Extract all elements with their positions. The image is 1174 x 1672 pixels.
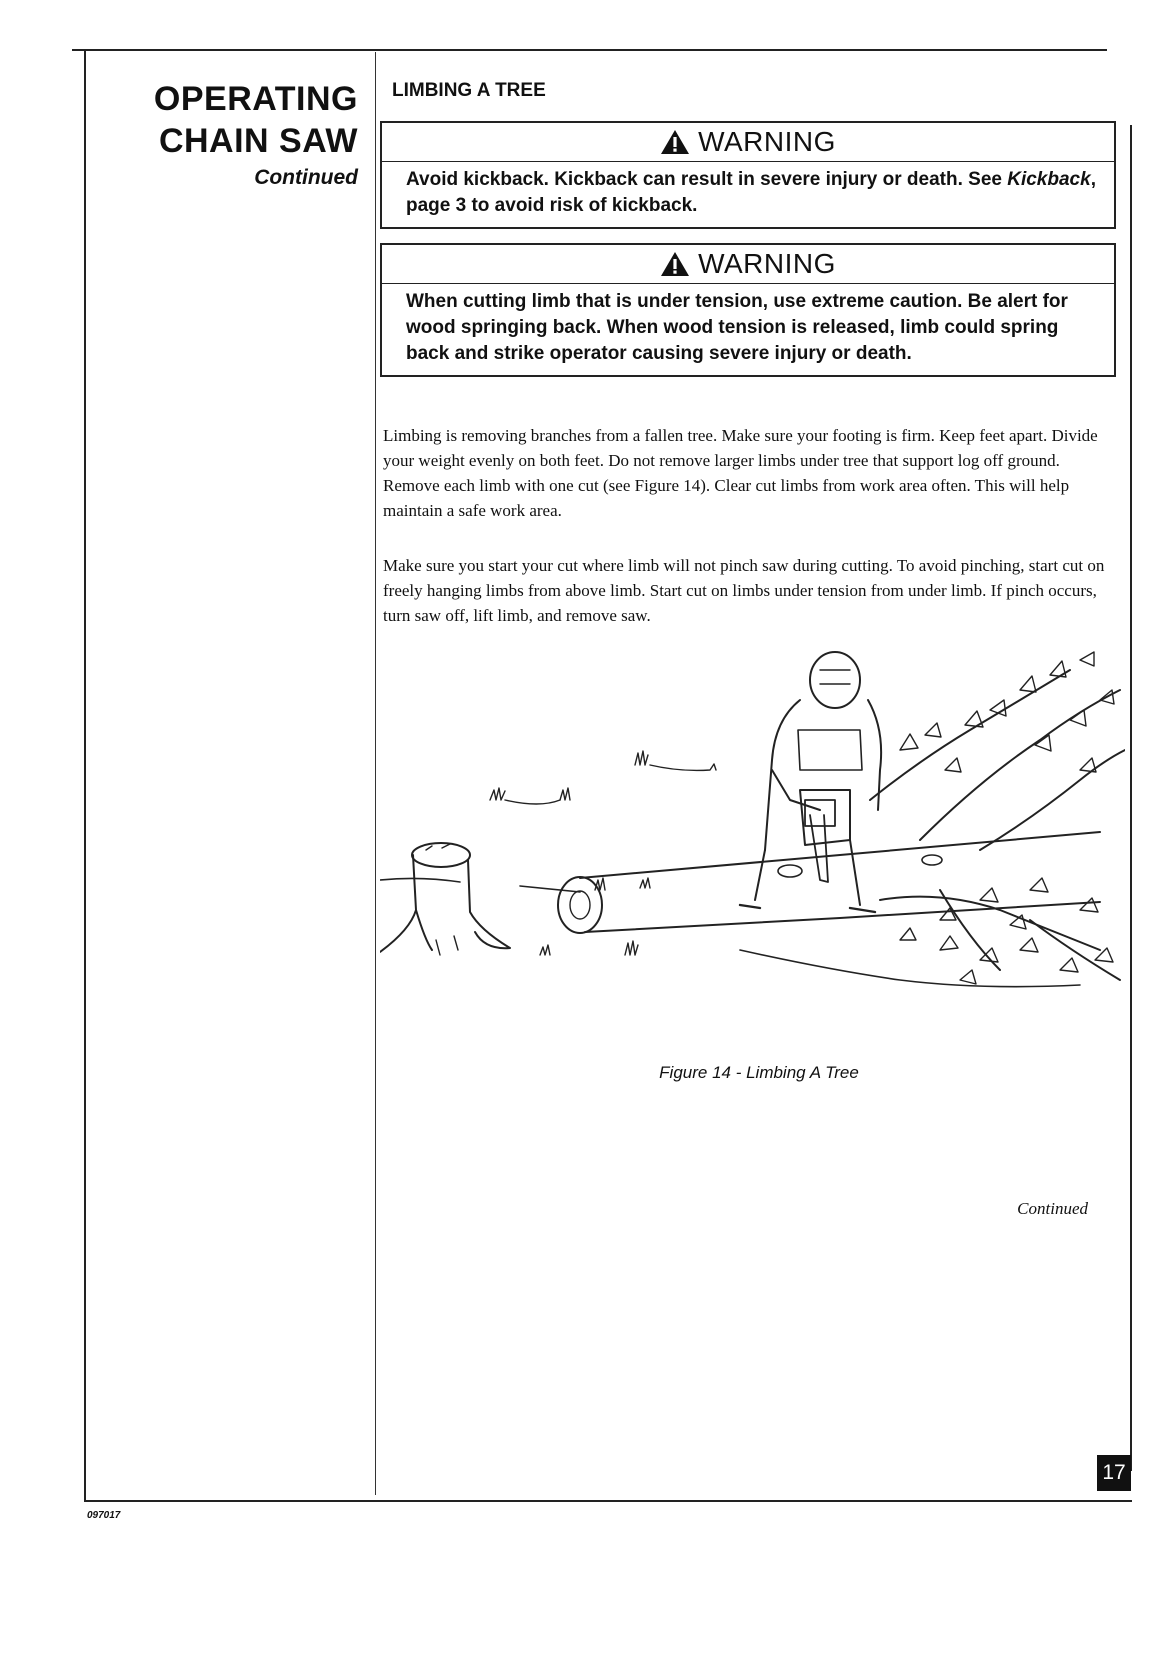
sidebar-subtitle: Continued <box>254 166 358 189</box>
warning-title: WARNING <box>698 248 836 279</box>
frame-left-rule <box>84 50 86 1502</box>
frame-top-rule <box>72 49 1107 51</box>
warning-text: When cutting limb that is under tension, use extreme caution. Be alert for wood springing back. When wood tension is released, limb could spring back and strike operator causing severe injury or death. <box>406 291 1068 364</box>
sidebar-header <box>154 78 358 190</box>
body-paragraph-2: Make sure you start your cut where limb will not pinch saw during cutting. To avoid pinching, start cut on freely hanging limbs from above limb. Start cut on limbs under tension from under limb. If pinch occurs, turn saw off, lift limb, and remove saw. <box>383 556 1105 625</box>
warning-box-tension <box>380 243 1116 377</box>
warning-title: WARNING <box>698 126 836 157</box>
sidebar-title-line1: OPERATING <box>153 80 358 118</box>
page-number: 17 <box>1097 1455 1131 1491</box>
figure-caption: Figure 14 - Limbing A Tree <box>659 1063 859 1082</box>
section-heading: LIMBING A TREE <box>392 80 546 101</box>
warning-text <box>382 162 1114 227</box>
warning-header <box>382 245 1114 284</box>
frame-bottom-rule <box>84 1500 1132 1502</box>
warning-triangle-icon <box>660 129 690 155</box>
warning-text-part-b: , page 3 to avoid risk of kickback. <box>406 169 1096 216</box>
warning-box-kickback <box>380 121 1116 229</box>
column-divider <box>375 52 376 1495</box>
limbing-illustration <box>380 650 1125 1045</box>
frame-right-rule <box>1130 125 1132 1471</box>
warning-triangle-icon <box>660 251 690 277</box>
sidebar-title-line2: CHAIN SAW <box>158 122 358 160</box>
warning-header <box>382 123 1114 162</box>
document-code: 097017 <box>87 1510 121 1521</box>
continued-footer: Continued <box>1017 1199 1088 1218</box>
body-paragraph-1: Limbing is removing branches from a fallen tree. Make sure your footing is firm. Keep feet apart. Divide your weight evenly on both feet. Do not remove larger limbs under tree that support log off ground. Remove each limb with one cut (see Figure 14). Clear cut limbs from work area often. This will help maintain a safe work area. <box>383 426 1098 520</box>
warning-text-italic: Kickback <box>1007 169 1091 190</box>
warning-text-part-a: Avoid kickback. Kickback can result in severe injury or death. See <box>406 169 1008 190</box>
